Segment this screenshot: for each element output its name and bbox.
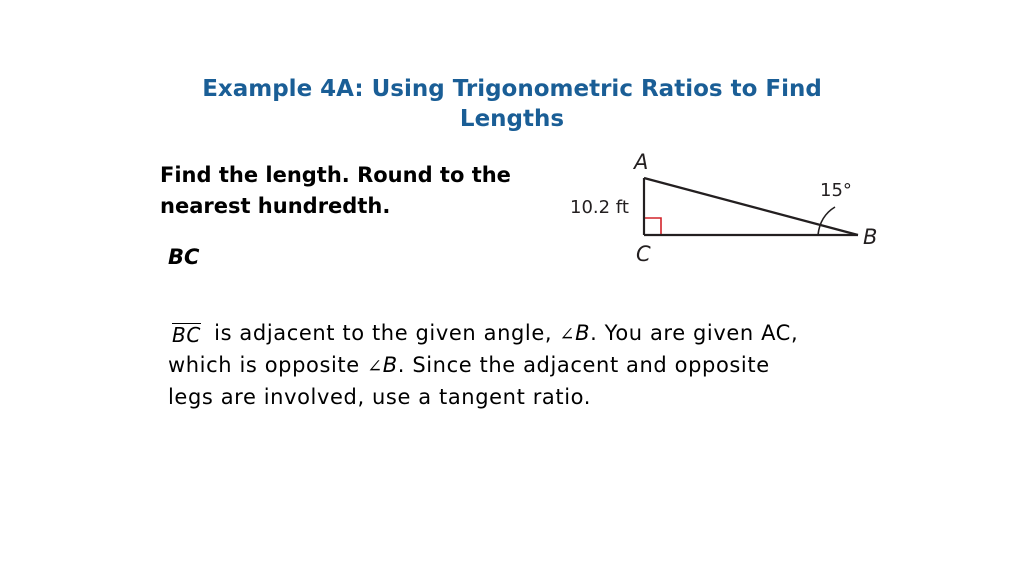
triangle-diagram	[556, 140, 896, 270]
angle-symbol: ∠	[367, 356, 383, 377]
triangle-figure	[556, 140, 896, 270]
target-segment-label: BC	[168, 245, 200, 269]
angle-symbol: ∠	[559, 324, 576, 345]
angle-b-measure-label: 15°	[820, 180, 852, 201]
vertex-a-label: A	[634, 150, 649, 174]
vertex-b-label: B	[863, 225, 878, 249]
problem-instruction: Find the length. Round to the nearest hundredth.	[160, 163, 511, 218]
angle-vertex-b-2: B	[382, 353, 398, 377]
angle-b-arc	[818, 207, 835, 235]
side-ac-length-label: 10.2 ft	[570, 197, 629, 218]
right-angle-marker	[644, 218, 661, 235]
vertex-c-label: C	[636, 242, 651, 266]
angle-vertex-b-1: B	[575, 321, 591, 345]
explanation-part-3: . Since the adjacent and opposite legs are involved, use a tangent ratio.	[168, 353, 770, 409]
explanation-part-2: . You are given AC, which is opposite	[168, 321, 799, 377]
page-title: Example 4A: Using Trigonometric Ratios to Find Lengths	[202, 76, 822, 132]
explanation-part-1: is adjacent to the given angle,	[206, 321, 560, 345]
explanation-paragraph	[168, 318, 808, 413]
segment-bc-overline: BC	[172, 323, 201, 347]
